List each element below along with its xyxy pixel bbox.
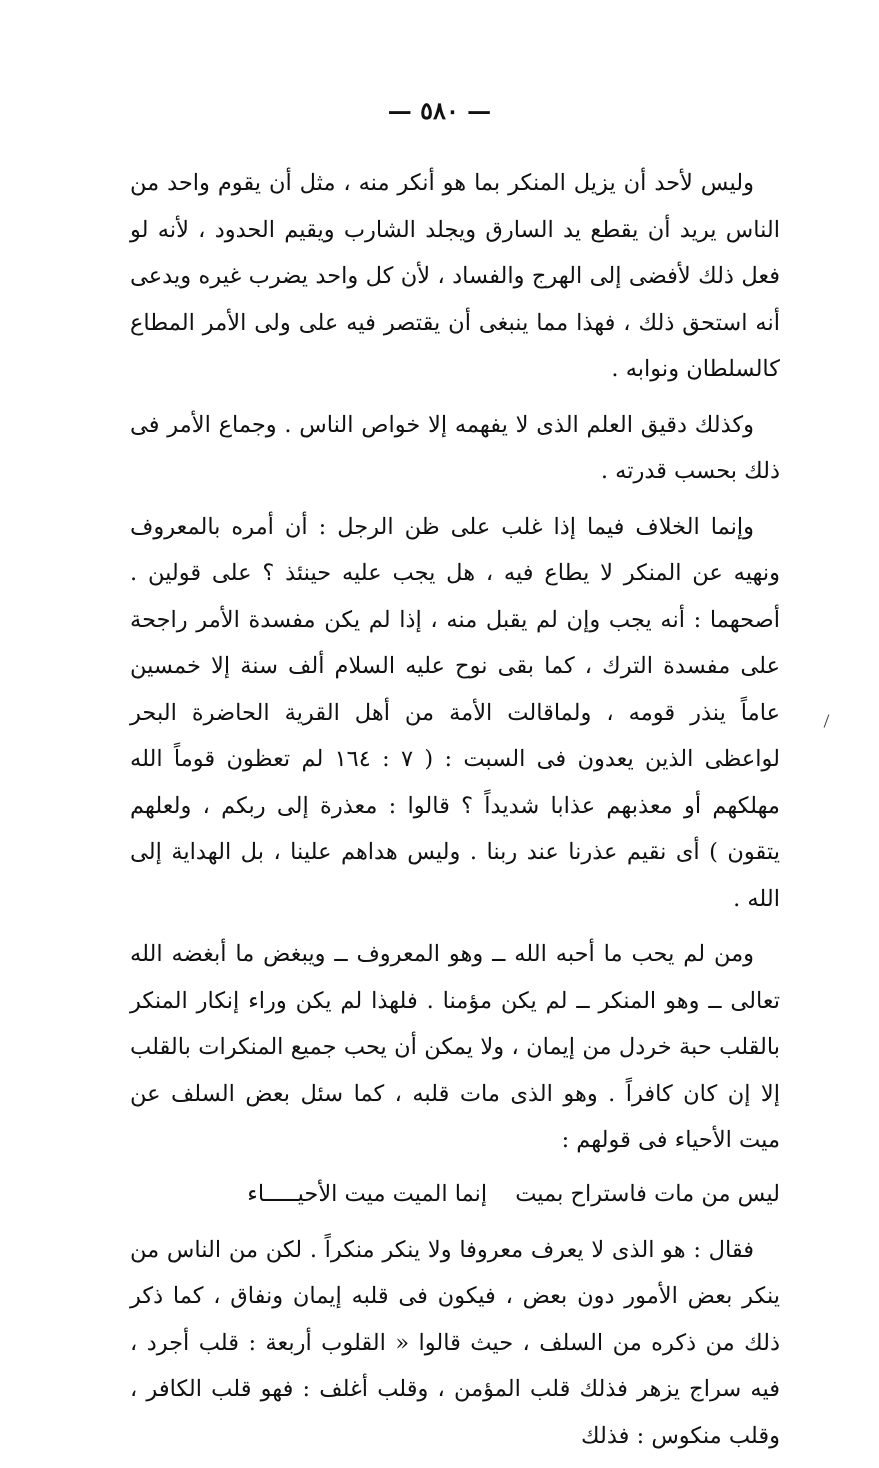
paragraph-love-of-good: ومن لم يحب ما أحبه الله ــ وهو المعروف ــ ويبغض ما أبغضه الله تعالى ــ وهو المنكر ــ لم يكن مؤمنا . فلهذا لم يكن وراء إنكار المنكر بالقلب حبة خردل من إيمان ، ولا يمكن أن يحب جميع المنكرات بالقلب إلا إن كان كافراً . وهو الذى مات قلبه ، كما سئل بعض السلف عن ميت الأحياء فى قولهم : bbox=[130, 941, 780, 1153]
paragraph-disagreement: وإنما الخلاف فيما إذا غلب على ظن الرجل : أن أمره بالمعروف ونهيه عن المنكر لا يطاع فيه ، هل يجب عليه حينئذ ؟ على قولين . أصحهما : أنه يجب وإن لم يقبل منه ، إذا لم يكن مفسدة الأمر راجحة على مفسدة الترك ، كما بقى نوح عليه السلام ألف سنة إلا خمسين عاماً ينذر قومه ، ولماقالت الأمة من أهل القرية الحاضرة البحر لواعظى الذين يعدون فى السبت : ( ٧ : ١٦٤ لم تعظون قوماً الله مهلكهم أو معذبهم عذابا شديداً ؟ قالوا : معذرة إلى ربكم ، ولعلهم يتقون ) أى نقيم عذرنا عند ربنا . وليس هداهم علينا ، بل الهداية إلى الله . bbox=[130, 513, 781, 912]
page-body bbox=[130, 160, 780, 1468]
paragraph-removing-evil: وليس لأحد أن يزيل المنكر بما هو أنكر منه ، مثل أن يقوم واحد من الناس يريد أن يقطع يد السارق ويجلد الشارب ويقيم الحدود ، لأنه لو فعل ذلك لأفضى إلى الهرج والفساد ، لأن كل واحد يضرب غيره ويدعى أنه استحق ذلك ، فهذا مما ينبغى أن يقتصر فيه على ولى الأمر المطاع كالسلطان ونوابه . bbox=[130, 170, 780, 382]
page-number: — ٥٨٠ — bbox=[387, 96, 492, 125]
poetry-verse bbox=[130, 1171, 780, 1217]
paragraph-four-hearts: فقال : هو الذى لا يعرف معروفا ولا ينكر منكراً . لكن من الناس من ينكر بعض الأمور دون بعض ، فيكون فى قلبه إيمان ونفاق ، كما ذكر ذلك من ذكره من السلف ، حيث قالوا « القلوب أربعة : قلب أجرد ، فيه سراج يزهر فذلك قلب المؤمن ، وقلب أغلف : فهو قلب الكافر ، وقلب منكوس : فذلك bbox=[130, 1236, 780, 1449]
margin-pen-mark bbox=[824, 714, 830, 727]
verse-second-hemistich: إنما الميت ميت الأحيـــــاء bbox=[247, 1180, 488, 1207]
paragraph-subtle-knowledge: وكذلك دقيق العلم الذى لا يفهمه إلا خواص الناس . وجماع الأمر فى ذلك بحسب قدرته . bbox=[130, 411, 780, 484]
verse-first-hemistich: ليس من مات فاستراح بميت bbox=[515, 1180, 780, 1207]
